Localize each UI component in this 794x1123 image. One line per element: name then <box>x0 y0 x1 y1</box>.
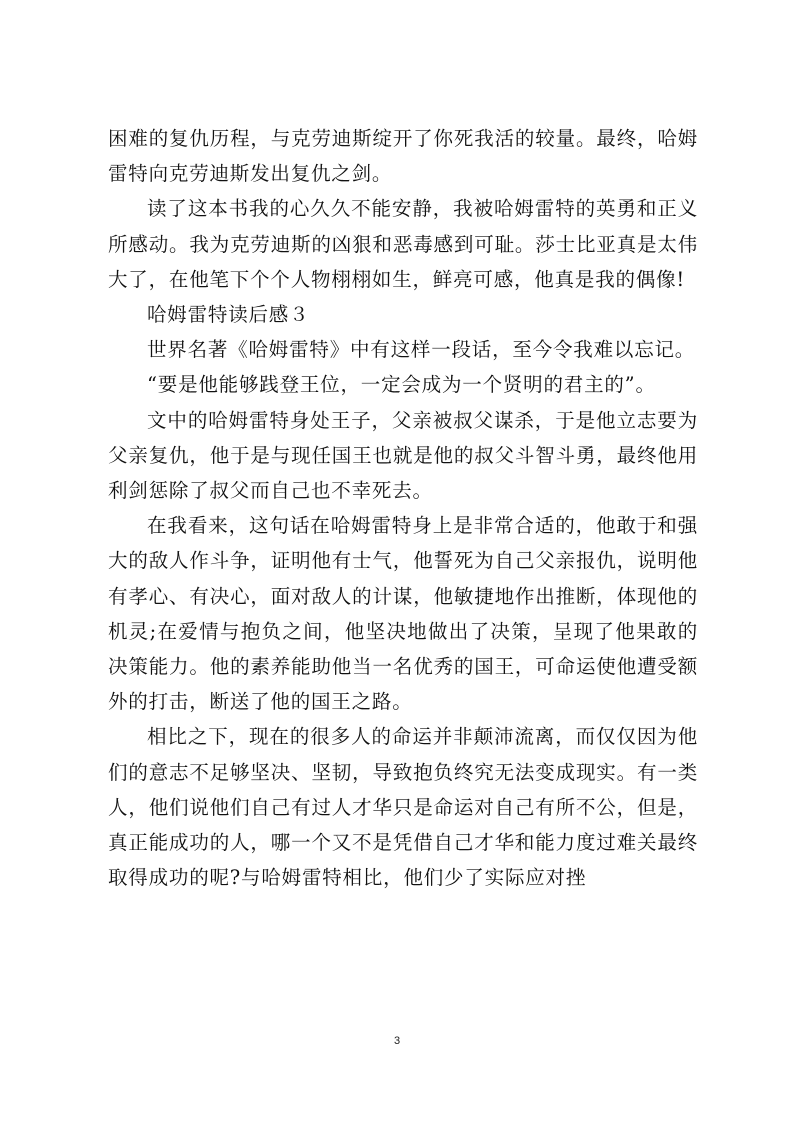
quote-paragraph: “要是他能够践登王位，一定会成为一个贤明的君主的”。 <box>147 373 656 397</box>
paragraph-5: 在我看来，这句话在哈姆雷特身上是非常合适的，他敢于和强大的敌人作斗争，证明他有士气，他誓死为自己父亲报仇，说明他有孝心、有决心，面对敌人的计谋，他敏捷地作出推断，体现他的机灵;在爱情与抱负之间，他坚决地做出了决策，呈现了他果敢的决策能力。他的素养能助他当一名优秀的国王，可命运使他遭受额外的打击，断送了他的国王之路。 <box>108 514 698 714</box>
document-body <box>108 121 698 895</box>
page-number: 3 <box>393 1035 401 1047</box>
paragraph-1: 困难的复仇历程，与克劳迪斯绽开了你死我活的较量。最终，哈姆雷特向克劳迪斯发出复仇之剑。 <box>108 127 698 186</box>
paragraph-6: 相比之下，现在的很多人的命运并非颠沛流离，而仅仅因为他们的意志不足够坚决、坚韧，导致抱负终究无法变成现实。有一类人，他们说他们自己有过人才华只是命运对自己有所不公，但是，真正能成功的人，哪一个又不是凭借自己才华和能力度过难关最终取得成功的呢?与哈姆雷特相比，他们少了实际应对挫 <box>108 725 698 890</box>
section-heading: 哈姆雷特读后感３ <box>147 303 310 327</box>
paragraph-3: 世界名著《哈姆雷特》中有这样一段话，至今令我难以忘记。 <box>147 338 696 362</box>
paragraph-2: 读了这本书我的心久久不能安静，我被哈姆雷特的英勇和正义所感动。我为克劳迪斯的凶狠和恶毒感到可耻。莎士比亚真是太伟大了，在他笔下个个人物栩栩如生，鲜亮可感，他真是我的偶像! <box>108 197 698 291</box>
paragraph-4: 文中的哈姆雷特身处王子，父亲被叔父谋杀，于是他立志要为父亲复仇，他于是与现任国王也就是他的叔父斗智斗勇，最终他用利剑惩除了叔父而自己也不幸死去。 <box>108 408 698 503</box>
